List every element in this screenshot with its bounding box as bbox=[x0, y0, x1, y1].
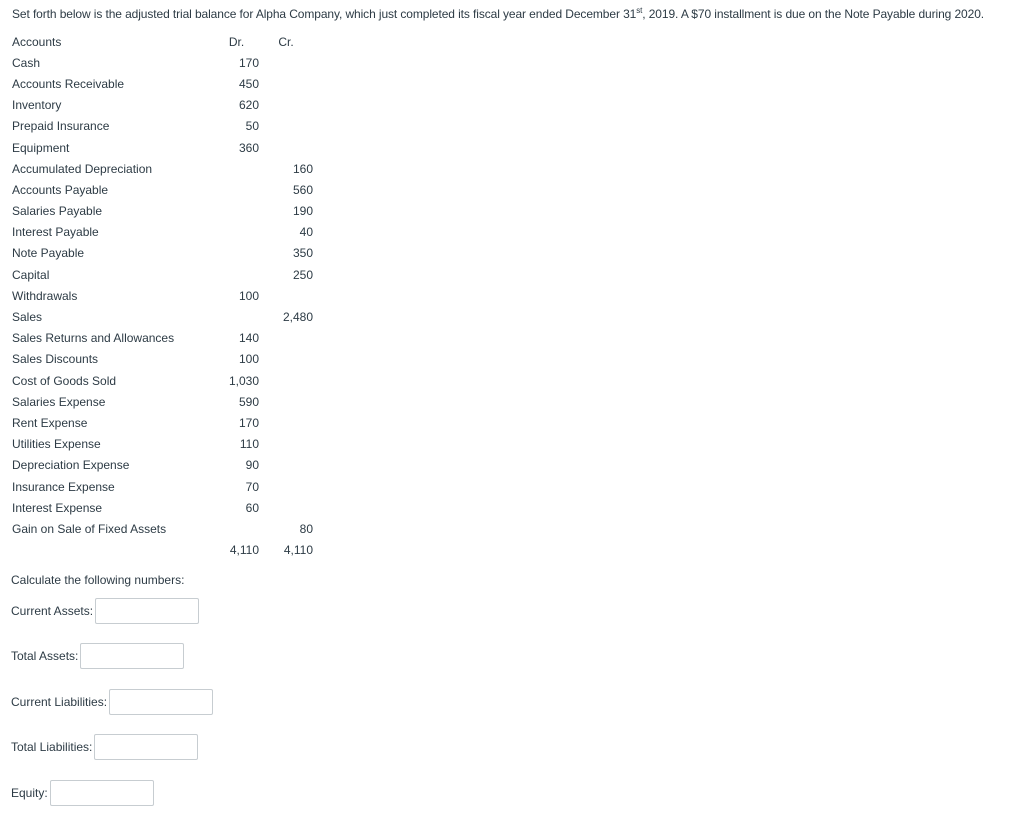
account-name: Gain on Sale of Fixed Assets bbox=[12, 521, 167, 536]
account-name: Prepaid Insurance bbox=[12, 119, 110, 134]
header-debit: Dr. bbox=[228, 34, 245, 49]
debit-value: 70 bbox=[245, 479, 259, 494]
account-name: Sales Returns and Allowances bbox=[12, 331, 175, 346]
account-name: Cash bbox=[12, 55, 41, 70]
credit-value: 350 bbox=[292, 246, 313, 261]
table-row bbox=[12, 306, 313, 327]
credit-value bbox=[259, 476, 313, 497]
table-row bbox=[12, 73, 313, 94]
credit-value bbox=[259, 349, 313, 370]
account-name: Accounts Payable bbox=[12, 182, 109, 197]
credit-value: 40 bbox=[299, 225, 313, 240]
equity-input[interactable] bbox=[50, 780, 154, 806]
debit-value: 450 bbox=[238, 76, 259, 91]
credit-value: 160 bbox=[292, 161, 313, 176]
debit-value: 590 bbox=[238, 394, 259, 409]
total-liabilities-field bbox=[11, 734, 198, 760]
debit-value: 100 bbox=[238, 352, 259, 367]
totals-label bbox=[12, 540, 214, 561]
table-row bbox=[12, 158, 313, 179]
current-liabilities-input[interactable] bbox=[109, 689, 213, 715]
account-name: Rent Expense bbox=[12, 415, 88, 430]
table-row bbox=[12, 455, 313, 476]
debit-value: 60 bbox=[245, 500, 259, 515]
debit-value: 620 bbox=[238, 98, 259, 113]
account-name: Withdrawals bbox=[12, 288, 78, 303]
debit-value: 90 bbox=[245, 458, 259, 473]
calculate-prompt: Calculate the following numbers: bbox=[11, 573, 185, 587]
account-name: Interest Expense bbox=[12, 500, 103, 515]
table-row bbox=[12, 349, 313, 370]
debit-value bbox=[214, 158, 259, 179]
debit-value bbox=[214, 201, 259, 222]
total-liabilities-input[interactable] bbox=[94, 734, 198, 760]
debit-value: 110 bbox=[239, 437, 259, 452]
account-name: Cost of Goods Sold bbox=[12, 373, 117, 388]
table-row bbox=[12, 476, 313, 497]
table-row bbox=[12, 497, 313, 518]
account-name: Interest Payable bbox=[12, 225, 99, 240]
account-name: Equipment bbox=[12, 140, 70, 155]
table-row bbox=[12, 328, 313, 349]
account-name: Capital bbox=[12, 267, 50, 282]
account-name: Sales Discounts bbox=[12, 352, 99, 367]
table-row bbox=[12, 201, 313, 222]
totals-row bbox=[12, 540, 313, 561]
debit-value: 50 bbox=[245, 119, 259, 134]
table-row bbox=[12, 137, 313, 158]
table-row bbox=[12, 52, 313, 73]
credit-value bbox=[259, 370, 313, 391]
current-assets-field bbox=[11, 598, 199, 624]
table-row bbox=[12, 264, 313, 285]
credit-value bbox=[259, 116, 313, 137]
credit-value bbox=[259, 73, 313, 94]
debit-value: 170 bbox=[238, 415, 259, 430]
table-row bbox=[12, 391, 313, 412]
debit-value: 170 bbox=[238, 55, 259, 70]
account-name: Salaries Expense bbox=[12, 394, 106, 409]
credit-value bbox=[259, 412, 313, 433]
credit-value bbox=[259, 497, 313, 518]
table-row bbox=[12, 370, 313, 391]
debit-value bbox=[214, 518, 259, 539]
account-name: Inventory bbox=[12, 98, 62, 113]
credit-value bbox=[259, 455, 313, 476]
current-liabilities-field bbox=[11, 689, 213, 715]
credit-value: 2,480 bbox=[282, 310, 313, 325]
account-name: Insurance Expense bbox=[12, 479, 115, 494]
debit-value bbox=[214, 179, 259, 200]
equity-field bbox=[11, 780, 154, 806]
table-row bbox=[12, 285, 313, 306]
current-assets-label: Current Assets: bbox=[11, 604, 94, 618]
trial-balance-table bbox=[12, 31, 313, 561]
intro-text-tail: , 2019. A $70 installment is due on the Note Payable during 2020. bbox=[642, 7, 984, 21]
debit-value: 360 bbox=[238, 140, 259, 155]
total-debit: 4,110 bbox=[229, 543, 259, 558]
account-name: Sales bbox=[12, 310, 43, 325]
table-row bbox=[12, 412, 313, 433]
total-assets-field bbox=[11, 643, 184, 669]
table-header-row bbox=[12, 31, 313, 52]
account-name: Depreciation Expense bbox=[12, 458, 130, 473]
account-name: Accounts Receivable bbox=[12, 76, 125, 91]
account-name: Utilities Expense bbox=[12, 437, 101, 452]
debit-value: 100 bbox=[238, 288, 259, 303]
credit-value bbox=[259, 285, 313, 306]
debit-value bbox=[214, 306, 259, 327]
intro-text-main: Set forth below is the adjusted trial balance for Alpha Company, which just completed its fiscal year ended December 31 bbox=[12, 7, 637, 21]
trial-balance-body bbox=[12, 52, 313, 539]
equity-label: Equity: bbox=[11, 786, 48, 800]
credit-value bbox=[259, 328, 313, 349]
credit-value: 80 bbox=[299, 521, 313, 536]
credit-value bbox=[259, 137, 313, 158]
total-credit: 4,110 bbox=[283, 543, 313, 558]
account-name: Note Payable bbox=[12, 246, 85, 261]
current-assets-input[interactable] bbox=[95, 598, 199, 624]
table-row bbox=[12, 179, 313, 200]
total-assets-label: Total Assets: bbox=[11, 649, 79, 663]
table-row bbox=[12, 518, 313, 539]
account-name: Accumulated Depreciation bbox=[12, 161, 153, 176]
credit-value: 250 bbox=[292, 267, 313, 282]
debit-value bbox=[214, 264, 259, 285]
table-row bbox=[12, 222, 313, 243]
total-liabilities-label: Total Liabilities: bbox=[11, 740, 93, 754]
credit-value bbox=[259, 391, 313, 412]
intro-text bbox=[12, 6, 1017, 21]
debit-value: 1,030 bbox=[228, 373, 259, 388]
debit-value: 140 bbox=[238, 331, 259, 346]
current-liabilities-label: Current Liabilities: bbox=[11, 695, 108, 709]
account-name: Salaries Payable bbox=[12, 204, 103, 219]
table-row bbox=[12, 434, 313, 455]
credit-value bbox=[259, 52, 313, 73]
credit-value bbox=[259, 95, 313, 116]
table-row bbox=[12, 95, 313, 116]
debit-value bbox=[214, 243, 259, 264]
debit-value bbox=[214, 222, 259, 243]
header-credit: Cr. bbox=[278, 34, 294, 49]
credit-value: 190 bbox=[292, 204, 313, 219]
intro-superscript: st bbox=[636, 6, 643, 15]
credit-value: 560 bbox=[292, 182, 313, 197]
credit-value bbox=[259, 434, 313, 455]
table-row bbox=[12, 116, 313, 137]
total-assets-input[interactable] bbox=[80, 643, 184, 669]
table-row bbox=[12, 243, 313, 264]
header-accounts: Accounts bbox=[12, 34, 62, 49]
